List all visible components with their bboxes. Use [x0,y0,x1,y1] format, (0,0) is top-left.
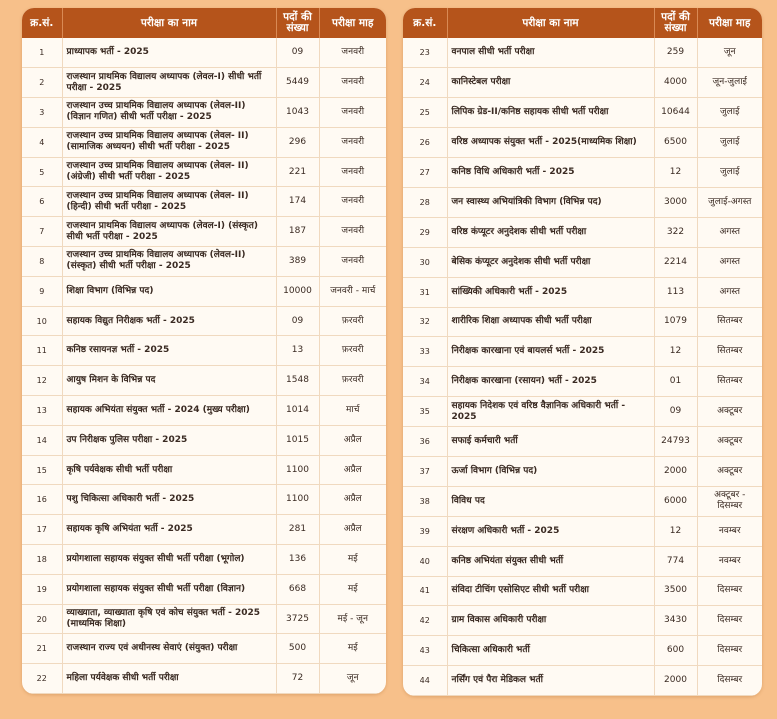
exam-month-cell: जून [697,38,762,68]
table-row [403,397,762,427]
exam-name-cell: सहायक निदेशक एवं वरिष्ठ वैज्ञानिक अधिकारी भर्ती - 2025 [447,397,654,427]
serial-cell: 6 [22,187,62,217]
exam-month-cell: जून-जुलाई [697,68,762,98]
exam-name-cell: आयुष मिशन के विभिन्न पद [62,366,276,396]
exam-month-cell: जुलाई [697,128,762,158]
post-count-cell: 668 [276,574,319,604]
exam-name-cell: राजस्थान उच्च प्राथमिक विद्यालय अध्यापक (लेवल-II) (विज्ञान गणित) सीधी भर्ती परीक्षा - 2025 [62,98,276,128]
table-row [403,38,762,68]
exam-name-cell: राजस्थान उच्च प्राथमिक विद्यालय अध्यापक (लेवल- II) (अंग्रेजी) सीधी भर्ती परीक्षा - 2025 [62,157,276,187]
table-row [22,187,386,217]
table-row [22,485,386,515]
post-count-cell: 3725 [276,604,319,634]
table-row [22,425,386,455]
exam-month-cell: जनवरी - मार्च [319,276,386,306]
table-row [22,604,386,634]
table-row [22,366,386,396]
serial-cell: 40 [403,546,447,576]
exam-month-cell: सितम्बर [697,367,762,397]
post-count-cell: 3430 [654,606,697,636]
header-serial: क्र.सं. [22,8,62,38]
exam-name-cell: निरीक्षक कारखाना (रसायन) भर्ती - 2025 [447,367,654,397]
exam-month-cell: जनवरी [319,38,386,68]
exam-name-cell: राजस्थान प्राथमिक विद्यालय अध्यापक (लेवल-I) (संस्कृत) सीधी भर्ती परीक्षा - 2025 [62,217,276,247]
exam-name-cell: उप निरीक्षक पुलिस परीक्षा - 2025 [62,425,276,455]
post-count-cell: 13 [276,336,319,366]
serial-cell: 16 [22,485,62,515]
table-row [403,486,762,516]
exam-name-cell: वरिष्ठ कंप्यूटर अनुदेशक सीधी भर्ती परीक्षा [447,217,654,247]
exam-month-cell: दिसम्बर [697,576,762,606]
serial-cell: 36 [403,427,447,457]
table-row [403,247,762,277]
exam-name-cell: सहायक अभियंता संयुक्त भर्ती - 2024 (मुख्य परीक्षा) [62,396,276,426]
serial-cell: 20 [22,604,62,634]
table-row [22,664,386,694]
post-count-cell: 1014 [276,396,319,426]
serial-cell: 29 [403,217,447,247]
exam-name-cell: नर्सिंग एवं पैरा मेडिकल भर्ती [447,666,654,696]
post-count-cell: 6000 [654,486,697,516]
post-count-cell: 281 [276,515,319,545]
post-count-cell: 1079 [654,307,697,337]
table-row [403,307,762,337]
exam-month-cell: दिसम्बर [697,606,762,636]
table-row [403,456,762,486]
exam-month-cell: सितम्बर [697,307,762,337]
serial-cell: 34 [403,367,447,397]
exam-month-cell: अप्रैल [319,425,386,455]
table-row [22,515,386,545]
post-count-cell: 500 [276,634,319,664]
table-row [22,545,386,575]
post-count-cell: 2000 [654,666,697,696]
exam-month-cell: मार्च [319,396,386,426]
table-row [403,277,762,307]
serial-cell: 7 [22,217,62,247]
table-row [403,187,762,217]
exam-name-cell: विविध पद [447,486,654,516]
exam-month-cell: फ़रवरी [319,336,386,366]
post-count-cell: 10000 [276,276,319,306]
header-exam-name: परीक्षा का नाम [447,8,654,38]
post-count-cell: 12 [654,337,697,367]
post-count-cell: 136 [276,545,319,575]
exam-month-cell: मई - जून [319,604,386,634]
exam-name-cell: व्याख्याता, व्याख्याता कृषि एवं कोच संयुक्त भर्ती - 2025 (माध्यमिक शिक्षा) [62,604,276,634]
table-row [403,68,762,98]
serial-cell: 42 [403,606,447,636]
exam-month-cell: नवम्बर [697,516,762,546]
post-count-cell: 2000 [654,456,697,486]
serial-cell: 43 [403,636,447,666]
exam-name-cell: राजस्थान राज्य एवं अधीनस्थ सेवाएं (संयुक्त) परीक्षा [62,634,276,664]
table-row [22,68,386,98]
exam-month-cell: अक्टूबर [697,456,762,486]
exam-month-cell: जनवरी [319,68,386,98]
table-row [403,337,762,367]
post-count-cell: 296 [276,127,319,157]
exam-name-cell: बेसिक कंप्यूटर अनुदेशक सीधी भर्ती परीक्षा [447,247,654,277]
serial-cell: 3 [22,98,62,128]
exam-name-cell: कानिस्टेबल परीक्षा [447,68,654,98]
table-row [403,666,762,696]
exam-month-cell: दिसम्बर [697,666,762,696]
table-row [22,127,386,157]
table-row [403,217,762,247]
post-count-cell: 6500 [654,128,697,158]
exam-month-cell: मई [319,574,386,604]
table-row [403,128,762,158]
table-row [22,396,386,426]
exam-month-cell: अक्टूबर - दिसम्बर [697,486,762,516]
serial-cell: 27 [403,158,447,188]
post-count-cell: 01 [654,367,697,397]
table-row [403,576,762,606]
post-count-cell: 12 [654,516,697,546]
table-row [403,546,762,576]
table-header-row [403,8,762,38]
exam-month-cell: सितम्बर [697,337,762,367]
table-row [403,516,762,546]
table-row [403,427,762,457]
serial-cell: 21 [22,634,62,664]
serial-cell: 9 [22,276,62,306]
post-count-cell: 72 [276,664,319,694]
serial-cell: 38 [403,486,447,516]
serial-cell: 44 [403,666,447,696]
exam-name-cell: महिला पर्यवेक्षक सीधी भर्ती परीक्षा [62,664,276,694]
post-count-cell: 1100 [276,485,319,515]
table-row [22,38,386,68]
table-row [22,276,386,306]
exam-month-cell: फ़रवरी [319,306,386,336]
post-count-cell: 389 [276,247,319,277]
serial-cell: 4 [22,127,62,157]
exam-name-cell: संरक्षण अधिकारी भर्ती - 2025 [447,516,654,546]
exam-name-cell: राजस्थान उच्च प्राथमिक विद्यालय अध्यापक (लेवल-II) (संस्कृत) सीधी भर्ती परीक्षा - 2025 [62,247,276,277]
exam-name-cell: वरिष्ठ अध्यापक संयुक्त भर्ती - 2025(माध्यमिक शिक्षा) [447,128,654,158]
header-exam-month: परीक्षा माह [319,8,386,38]
exam-month-cell: जनवरी [319,157,386,187]
exam-name-cell: कनिष्ठ अभियंता संयुक्त सीधी भर्ती [447,546,654,576]
exam-name-cell: निरीक्षक कारखाना एवं बायलर्स भर्ती - 2025 [447,337,654,367]
exam-calendar-table-left [22,8,386,694]
serial-cell: 8 [22,247,62,277]
exam-month-cell: जनवरी [319,247,386,277]
table-row [22,217,386,247]
table-header-row [22,8,386,38]
table-row [22,336,386,366]
serial-cell: 25 [403,98,447,128]
post-count-cell: 259 [654,38,697,68]
post-count-cell: 774 [654,546,697,576]
table-row [22,247,386,277]
exam-name-cell: कनिष्ठ रसायनज्ञ भर्ती - 2025 [62,336,276,366]
exam-month-cell: नवम्बर [697,546,762,576]
post-count-cell: 2214 [654,247,697,277]
serial-cell: 15 [22,455,62,485]
serial-cell: 13 [22,396,62,426]
serial-cell: 28 [403,187,447,217]
exam-month-cell: जून [319,664,386,694]
exam-month-cell: अगस्त [697,247,762,277]
header-exam-month: परीक्षा माह [697,8,762,38]
post-count-cell: 3500 [654,576,697,606]
post-count-cell: 09 [654,397,697,427]
table-row [22,306,386,336]
post-count-cell: 1015 [276,425,319,455]
post-count-cell: 1548 [276,366,319,396]
exam-name-cell: कनिष्ठ विधि अधिकारी भर्ती - 2025 [447,158,654,188]
exam-name-cell: ग्राम विकास अधिकारी परीक्षा [447,606,654,636]
exam-month-cell: अप्रैल [319,485,386,515]
exam-name-cell: जन स्वास्थ्य अभियांत्रिकी विभाग (विभिन्न पद) [447,187,654,217]
post-count-cell: 174 [276,187,319,217]
exam-name-cell: सहायक विद्युत निरीक्षक भर्ती - 2025 [62,306,276,336]
exam-name-cell: राजस्थान प्राथमिक विद्यालय अध्यापक (लेवल-I) सीधी भर्ती परीक्षा - 2025 [62,68,276,98]
table-row [403,158,762,188]
table-row [403,98,762,128]
exam-name-cell: शिक्षा विभाग (विभिन्न पद) [62,276,276,306]
serial-cell: 39 [403,516,447,546]
exam-name-cell: ऊर्जा विभाग (विभिन्न पद) [447,456,654,486]
exam-name-cell: चिकित्सा अधिकारी भर्ती [447,636,654,666]
exam-month-cell: अगस्त [697,217,762,247]
post-count-cell: 1100 [276,455,319,485]
exam-name-cell: प्रयोगशाला सहायक संयुक्त सीधी भर्ती परीक्षा (भूगोल) [62,545,276,575]
post-count-cell: 10644 [654,98,697,128]
exam-month-cell: जनवरी [319,127,386,157]
post-count-cell: 221 [276,157,319,187]
serial-cell: 37 [403,456,447,486]
header-post-count: पदों की संख्या [276,8,319,38]
post-count-cell: 322 [654,217,697,247]
exam-calendar-table-right [403,8,762,696]
exam-name-cell: वनपाल सीधी भर्ती परीक्षा [447,38,654,68]
header-serial: क्र.सं. [403,8,447,38]
post-count-cell: 12 [654,158,697,188]
post-count-cell: 187 [276,217,319,247]
exam-name-cell: प्रयोगशाला सहायक संयुक्त सीधी भर्ती परीक्षा (विज्ञान) [62,574,276,604]
serial-cell: 26 [403,128,447,158]
post-count-cell: 09 [276,306,319,336]
serial-cell: 23 [403,38,447,68]
exam-name-cell: सफाई कर्मचारी भर्ती [447,427,654,457]
exam-name-cell: शारीरिक शिक्षा अध्यापक सीधी भर्ती परीक्षा [447,307,654,337]
serial-cell: 17 [22,515,62,545]
exam-name-cell: कृषि पर्यवेक्षक सीधी भर्ती परीक्षा [62,455,276,485]
serial-cell: 35 [403,397,447,427]
serial-cell: 22 [22,664,62,694]
post-count-cell: 113 [654,277,697,307]
exam-month-cell: जुलाई [697,158,762,188]
serial-cell: 19 [22,574,62,604]
serial-cell: 33 [403,337,447,367]
serial-cell: 32 [403,307,447,337]
exam-month-cell: अक्टूबर [697,397,762,427]
table-row [403,606,762,636]
post-count-cell: 24793 [654,427,697,457]
serial-cell: 12 [22,366,62,396]
post-count-cell: 1043 [276,98,319,128]
exam-month-cell: जनवरी [319,187,386,217]
exam-name-cell: सांख्यिकी अधिकारी भर्ती - 2025 [447,277,654,307]
table-row [22,98,386,128]
serial-cell: 11 [22,336,62,366]
table-row [403,636,762,666]
exam-name-cell: राजस्थान उच्च प्राथमिक विद्यालय अध्यापक (लेवल- II) (हिन्दी) सीधी भर्ती परीक्षा - 2025 [62,187,276,217]
serial-cell: 2 [22,68,62,98]
exam-month-cell: दिसम्बर [697,636,762,666]
exam-month-cell: जुलाई-अगस्त [697,187,762,217]
post-count-cell: 09 [276,38,319,68]
serial-cell: 5 [22,157,62,187]
exam-month-cell: अक्टूबर [697,427,762,457]
post-count-cell: 4000 [654,68,697,98]
exam-name-cell: संविदा टीचिंग एसोसिएट सीधी भर्ती परीक्षा [447,576,654,606]
table-row [22,574,386,604]
exam-month-cell: अप्रैल [319,455,386,485]
serial-cell: 1 [22,38,62,68]
serial-cell: 30 [403,247,447,277]
post-count-cell: 600 [654,636,697,666]
exam-name-cell: लिपिक ग्रेड-II/कनिष्ठ सहायक सीधी भर्ती परीक्षा [447,98,654,128]
header-post-count: पदों की संख्या [654,8,697,38]
exam-month-cell: जनवरी [319,217,386,247]
serial-cell: 31 [403,277,447,307]
exam-month-cell: मई [319,634,386,664]
exam-month-cell: फ़रवरी [319,366,386,396]
serial-cell: 24 [403,68,447,98]
header-exam-name: परीक्षा का नाम [62,8,276,38]
exam-name-cell: राजस्थान उच्च प्राथमिक विद्यालय अध्यापक (लेवल- II) (सामाजिक अध्ययन) सीधी भर्ती परीक्षा - 2025 [62,127,276,157]
table-row [22,157,386,187]
table-row [22,455,386,485]
serial-cell: 41 [403,576,447,606]
exam-month-cell: अगस्त [697,277,762,307]
exam-name-cell: प्राध्यापक भर्ती - 2025 [62,38,276,68]
table-row [22,634,386,664]
serial-cell: 10 [22,306,62,336]
serial-cell: 14 [22,425,62,455]
exam-name-cell: सहायक कृषि अभियंता भर्ती - 2025 [62,515,276,545]
exam-month-cell: जनवरी [319,98,386,128]
table-row [403,367,762,397]
exam-month-cell: जुलाई [697,98,762,128]
exam-month-cell: मई [319,545,386,575]
exam-month-cell: अप्रैल [319,515,386,545]
post-count-cell: 3000 [654,187,697,217]
post-count-cell: 5449 [276,68,319,98]
serial-cell: 18 [22,545,62,575]
exam-name-cell: पशु चिकित्सा अधिकारी भर्ती - 2025 [62,485,276,515]
